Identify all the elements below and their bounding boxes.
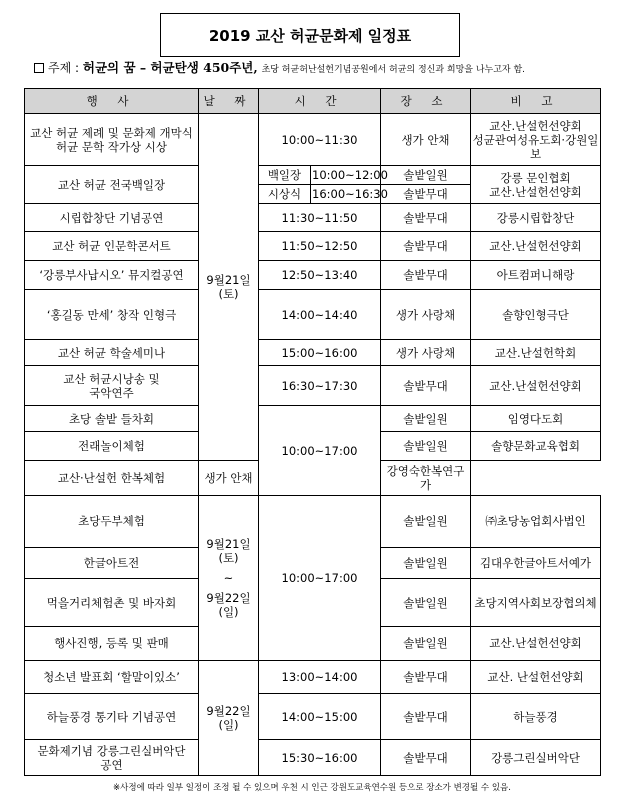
event-cell: 먹을거리체험촌 및 바자회 <box>25 578 199 626</box>
header-time: 시 간 <box>259 89 381 114</box>
note-cell: 교산.난설헌선양회 성균관여성유도회·강원일보 <box>471 114 601 166</box>
event-cell: ‘강릉부사납시오’ 뮤지컬공연 <box>25 260 199 289</box>
note-cell: 강릉 문인협회 교산.난설헌선양회 <box>471 166 601 204</box>
event-cell: 문화제기념 강릉그린실버악단 공연 <box>25 740 199 776</box>
table-row <box>25 366 601 406</box>
place-cell: 솔밭무대 <box>381 185 471 204</box>
place-cell: 솔밭무대 <box>381 366 471 406</box>
table-row <box>25 694 601 740</box>
sub-label: 백일장 <box>259 166 311 185</box>
event-cell: 교산 허균시낭송 및 국악연주 <box>25 366 199 406</box>
header-event: 행 사 <box>25 89 199 114</box>
event-cell: 행사진행, 등록 및 판매 <box>25 627 199 661</box>
table-row <box>25 232 601 260</box>
header-date: 날 짜 <box>199 89 259 114</box>
event-cell: 청소년 발표회 ‘할말이있소’ <box>25 660 199 694</box>
note-cell: 교산.난설헌학회 <box>471 340 601 366</box>
theme-label: 주제 : <box>48 61 80 75</box>
time-cell: 14:00~14:40 <box>259 290 381 340</box>
sub-label: 시상식 <box>259 185 311 204</box>
date-cell: 9월22일 (일) <box>199 660 259 775</box>
place-cell: 생가 안채 <box>381 114 471 166</box>
table-row <box>25 114 601 166</box>
note-cell: 강릉시립합창단 <box>471 204 601 232</box>
time-cell: 13:00~14:00 <box>259 660 381 694</box>
event-cell: 교산 허균 인문학콘서트 <box>25 232 199 260</box>
event-cell: ‘홍길동 만세’ 창작 인형극 <box>25 290 199 340</box>
note-cell: 김대우한글아트서예가 <box>471 547 601 578</box>
sub-time: 10:00~12:00 <box>311 166 381 185</box>
date-cell: 9월21일 (토) ~ 9월22일 (일) <box>199 496 259 660</box>
event-cell: 초당 솔밭 들차회 <box>25 406 199 432</box>
header-row <box>25 89 601 114</box>
note-cell: 솔향문화교육협회 <box>471 432 601 460</box>
table-row <box>25 290 601 340</box>
note-cell: 임영다도회 <box>471 406 601 432</box>
place-cell: 솔밭무대 <box>381 660 471 694</box>
event-cell: 전래놀이체험 <box>25 432 199 460</box>
table-row <box>25 340 601 366</box>
table-row <box>25 406 601 432</box>
place-cell: 솔밭일원 <box>381 578 471 626</box>
place-cell: 솔밭일원 <box>381 432 471 460</box>
sub-time: 16:00~16:30 <box>311 185 381 204</box>
schedule-table <box>24 88 601 776</box>
place-cell: 생가 안채 <box>199 460 259 496</box>
place-cell: 솔밭무대 <box>381 260 471 289</box>
time-cell: 11:50~12:50 <box>259 232 381 260</box>
note-cell: 솔향인형극단 <box>471 290 601 340</box>
place-cell: 솔밭일원 <box>381 496 471 547</box>
place-cell: 솔밭무대 <box>381 204 471 232</box>
time-cell: 12:50~13:40 <box>259 260 381 289</box>
theme-line <box>34 60 614 78</box>
time-cell: 10:00~11:30 <box>259 114 381 166</box>
place-cell: 생가 사랑채 <box>381 340 471 366</box>
event-cell: 교산 허균 전국백일장 <box>25 166 199 204</box>
table-row <box>25 496 601 547</box>
place-cell: 솔밭무대 <box>381 694 471 740</box>
time-cell: 10:00~17:00 <box>259 496 381 660</box>
page-title: 2019 교산 허균문화제 일정표 <box>160 13 460 57</box>
place-cell: 솔밭무대 <box>381 740 471 776</box>
header-note: 비 고 <box>471 89 601 114</box>
event-cell: 한글아트전 <box>25 547 199 578</box>
event-cell: 하늘풍경 통기타 기념공연 <box>25 694 199 740</box>
checkbox-icon <box>34 63 44 73</box>
note-cell: 하늘풍경 <box>471 694 601 740</box>
table-row <box>25 204 601 232</box>
table-row <box>25 260 601 289</box>
note-cell: 강영숙한복연구가 <box>381 460 471 496</box>
note-cell: 교산.난설헌선양회 <box>471 366 601 406</box>
place-cell: 생가 사랑채 <box>381 290 471 340</box>
event-cell: 교산 허균 제례 및 문화제 개막식 허균 문학 작가상 시상 <box>25 114 199 166</box>
note-cell: ㈜초당농업회사법인 <box>471 496 601 547</box>
event-cell: 시립합창단 기념공연 <box>25 204 199 232</box>
note-cell: 강릉그린실버악단 <box>471 740 601 776</box>
table-row <box>25 660 601 694</box>
theme-description: 초당 허균허난설헌기념공원에서 허균의 정신과 희망을 나누고자 함. <box>261 65 526 75</box>
note-cell: 교산.난설헌선양회 <box>471 627 601 661</box>
time-cell: 15:30~16:00 <box>259 740 381 776</box>
time-cell: 15:00~16:00 <box>259 340 381 366</box>
time-cell: 16:30~17:30 <box>259 366 381 406</box>
event-cell: 초당두부체험 <box>25 496 199 547</box>
header-place: 장 소 <box>381 89 471 114</box>
event-cell: 교산 허균 학술세미나 <box>25 340 199 366</box>
time-cell: 11:30~11:50 <box>259 204 381 232</box>
footnote: ※사정에 따라 일부 일정이 조정 될 수 있으며 우천 시 인근 강원도교육연수원 등으로 장소가 변경될 수 있음. <box>113 783 511 793</box>
time-cell: 10:00~17:00 <box>259 406 381 496</box>
place-cell: 솔밭일원 <box>381 406 471 432</box>
event-cell: 교산·난설헌 한복체험 <box>25 460 199 496</box>
place-cell: 솔밭무대 <box>381 232 471 260</box>
note-cell: 교산.난설헌선양회 <box>471 232 601 260</box>
table-row <box>25 166 601 185</box>
place-cell: 솔밭일원 <box>381 166 471 185</box>
place-cell: 솔밭일원 <box>381 627 471 661</box>
table-row <box>25 740 601 776</box>
time-cell: 14:00~15:00 <box>259 694 381 740</box>
note-cell: 교산. 난설헌선양회 <box>471 660 601 694</box>
date-cell: 9월21일 (토) <box>199 114 259 461</box>
note-cell: 초당지역사회보장협의체 <box>471 578 601 626</box>
note-cell: 아트컴퍼니해랑 <box>471 260 601 289</box>
theme-headline: 허균의 꿈 – 허균탄생 450주년, <box>82 60 258 75</box>
place-cell: 솔밭일원 <box>381 547 471 578</box>
